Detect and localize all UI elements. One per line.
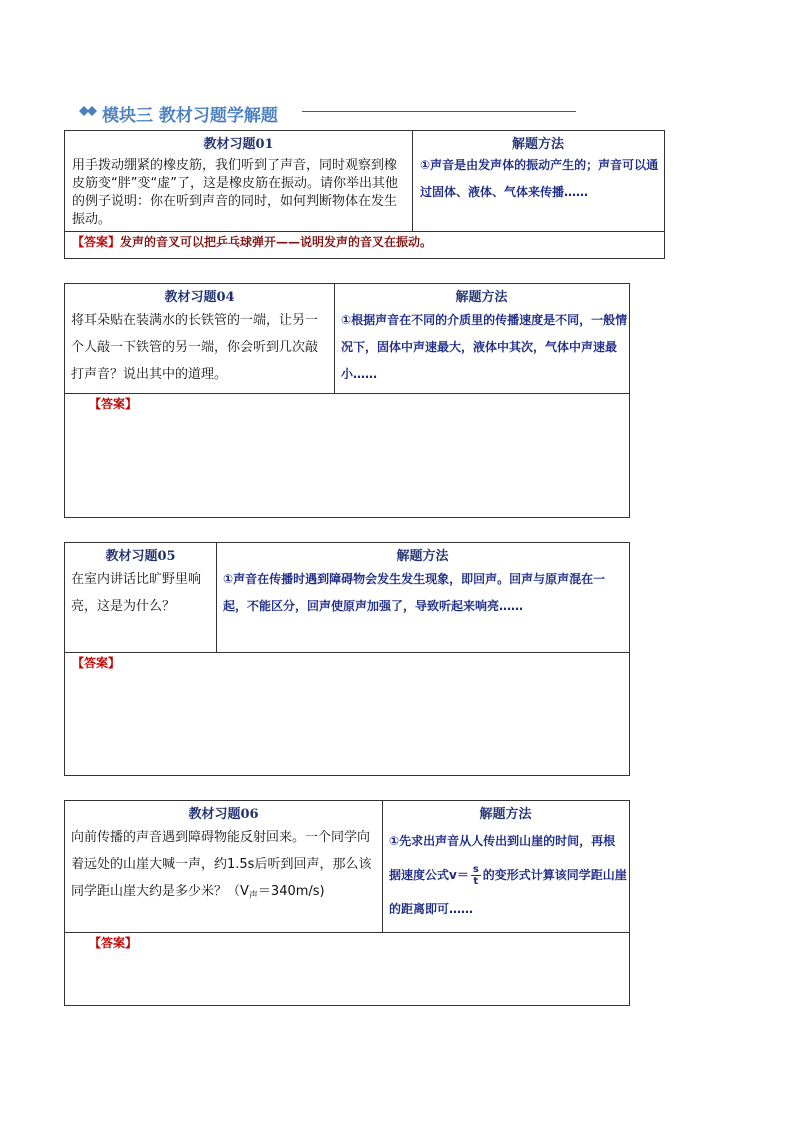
problem-05-method-header: 解题方法 [396,549,449,564]
problem-06-header: 教材习题06 [188,807,259,822]
problem-01-method: ①声音是由发声体的振动产生的；声音可以通过固体、液体、气体来传播…… [420,158,659,199]
problem-05-table [64,542,630,776]
problem-04-header: 教材习题04 [164,290,235,305]
problem-04-answer-label: 【答案】 [89,397,138,411]
problem-05-answer-label: 【答案】 [72,656,121,670]
answer-text: 发声的音叉可以把乒乓球弹开——说明发声的音叉在振动。 [120,235,433,249]
problem-05-question: 在室内讲话比旷野里响亮，这是为什么？ [71,572,202,614]
problem-04-method-header: 解题方法 [455,290,508,305]
problem-06-method: ①先求出声音从人传出到山崖的时间，再根据速度公式v＝ $\frac{s}{t}$ 的变形式计算该同学距山崖的距离即可…… [389,834,627,916]
problem-01-question: 用手拨动绷紧的橡皮筋，我们听到了声音，同时观察到橡皮筋变“胖”变“虚”了，这是橡皮筋在振动。请你举出其他的例子说明：你在听到声音的同时，如何判断物体在发生振动。 [72,158,398,227]
problem-01-table [64,130,665,259]
problem-05-header: 教材习题05 [105,549,176,564]
formula-fraction: $\frac{s}{t}$ [472,864,479,887]
problem-06-method-header: 解题方法 [479,807,532,822]
section-heading [76,100,586,124]
answer-label: 【答案】 [72,235,121,249]
section-title: 模块三 教材习题学解题 [102,106,278,126]
heading-rule [302,111,576,112]
problem-04-method: ①根据声音在不同的介质里的传播速度是不同，一般情况下，固体中声速最大，液体中其次，气体中声速最小…… [341,313,628,381]
problem-06-question: 向前传播的声音遇到障碍物能反射回来。一个同学向着远处的山崖大喊一声，约1.5s后听到回声，那么该同学距山崖大约是多少米？$(V_声=340m/s)$ [71,830,372,901]
problem-01-header: 教材习题01 [203,137,274,152]
problem-04-table [64,283,630,518]
problem-05-method: ①声音在传播时遇到障碍物会发生发生现象，即回声。回声与原声混在一起，不能区分，回声使原声加强了，导致听起来响亮…… [223,572,606,613]
problem-01-method-header: 解题方法 [511,137,564,152]
subscript-sheng: 声 [248,891,258,901]
problem-06-table [64,800,630,1006]
problem-01-answer [72,233,652,250]
problem-04-question: 将耳朵贴在装满水的长铁管的一端，让另一个人敲一下铁管的另一端，你会听到几次敲打声音？说出其中的道理。 [71,313,319,382]
problem-06-answer-label: 【答案】 [89,936,138,950]
double-diamond-icon [78,104,100,118]
formula-v: v＝ [449,868,469,882]
